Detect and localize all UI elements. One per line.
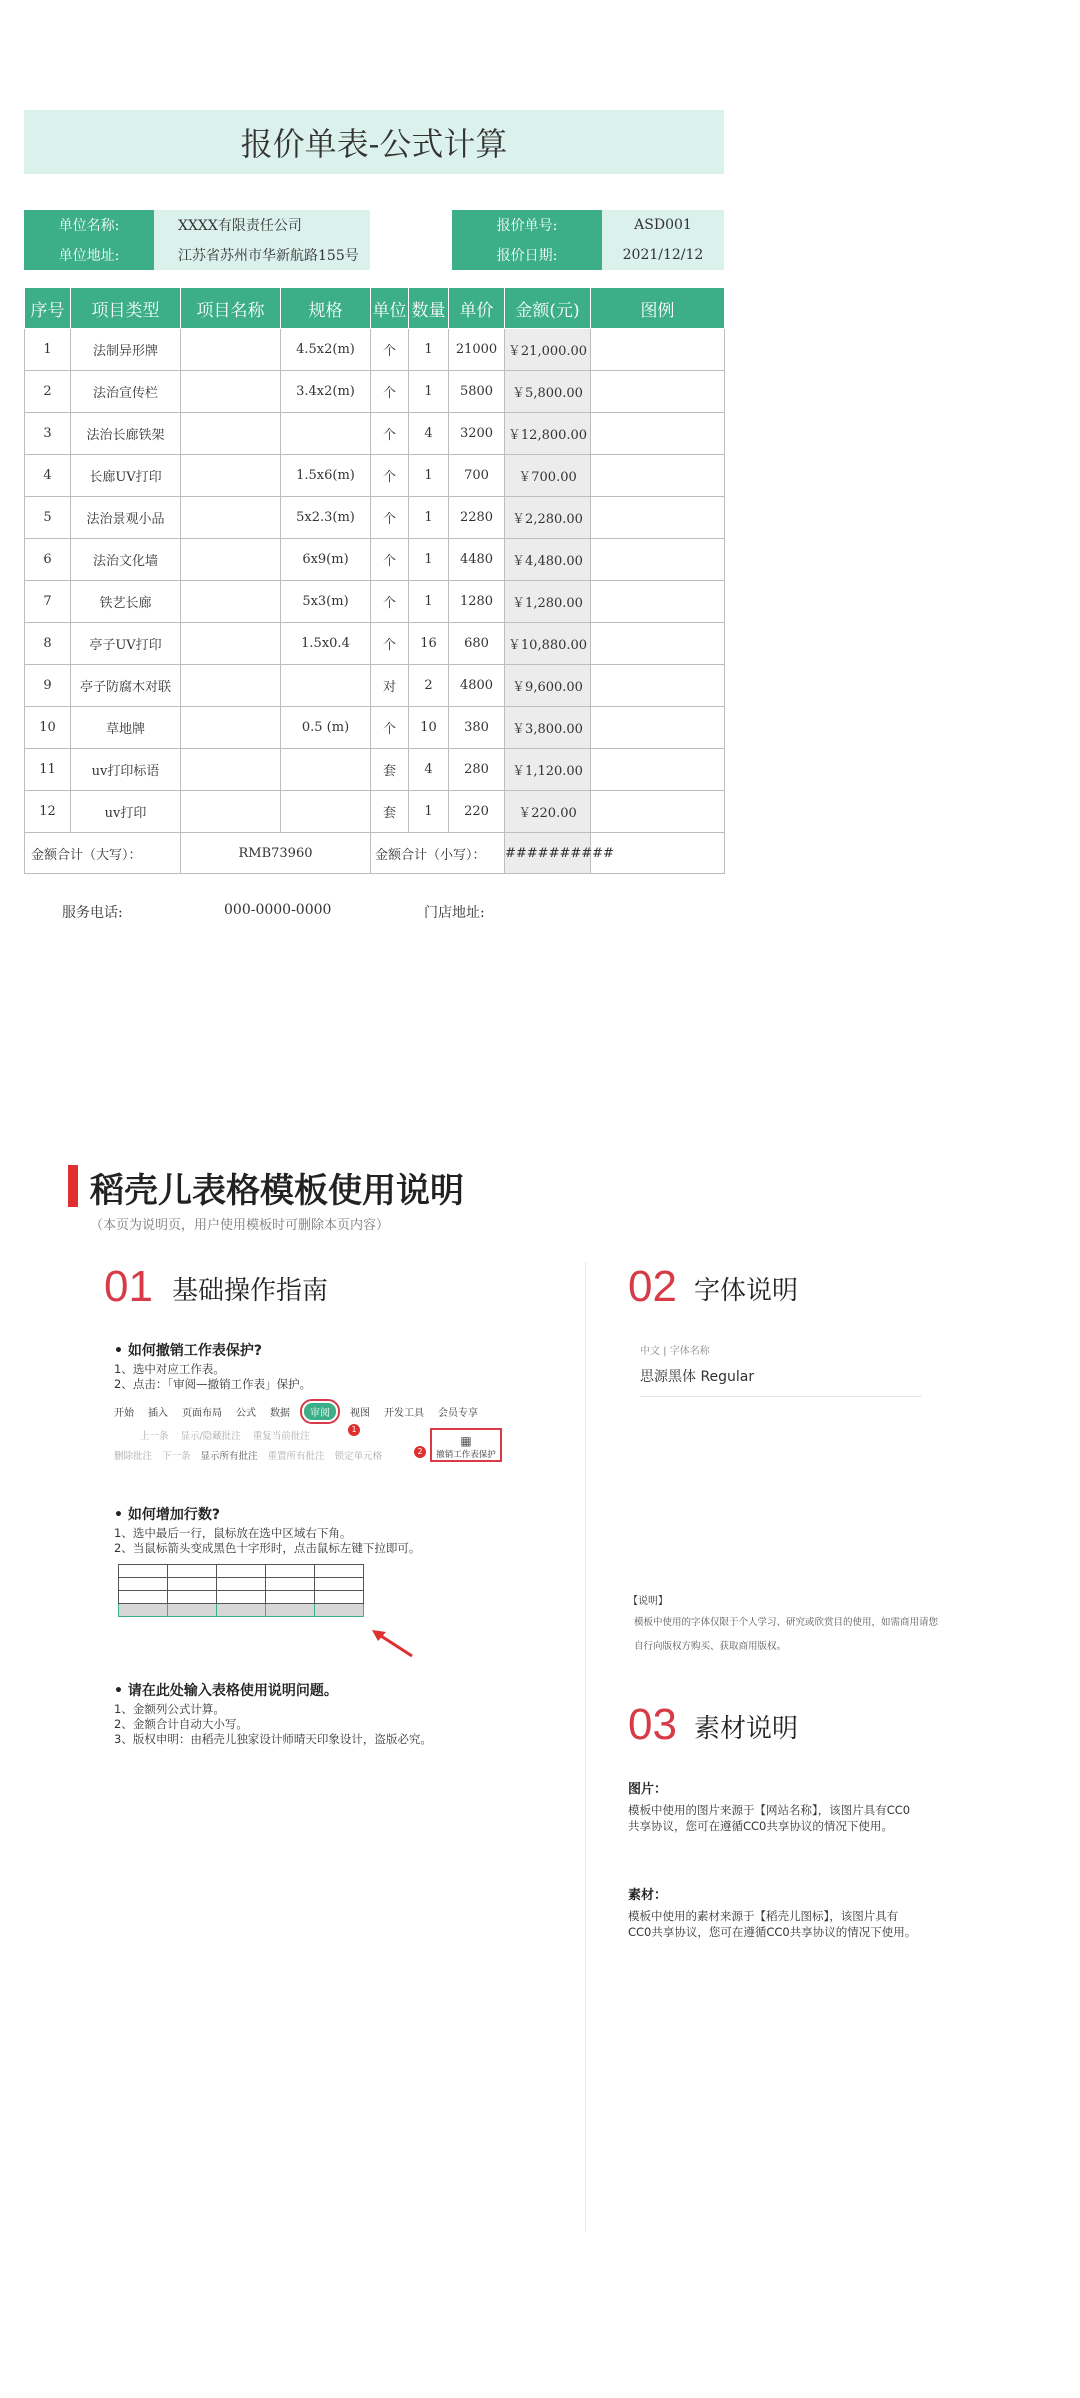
cell-unit[interactable]: 对 [371, 665, 409, 707]
question-2: • 如何增加行数? [114, 1507, 220, 1523]
cell-qty[interactable]: 1 [409, 371, 449, 413]
note-line-1: 模板中使用的字体仅限于个人学习、研究或欣赏目的使用，如需商用请您 [634, 1617, 939, 1628]
guide-subtitle: （本页为说明页，用户使用模板时可删除本页内容） [90, 1218, 390, 1233]
question-3-steps [114, 1702, 432, 1747]
q3-step-1: 1、金额列公式计算。 [114, 1702, 225, 1716]
section-02-title: 字体说明 [694, 1276, 799, 1306]
cell-price[interactable]: 220 [449, 791, 505, 833]
cell-unit[interactable]: 个 [371, 413, 409, 455]
image-label: 图片： [628, 1782, 668, 1797]
question-3: • 请在此处输入表格使用说明问题。 [114, 1683, 338, 1699]
cell-unit[interactable]: 套 [371, 749, 409, 791]
cell-unit[interactable]: 个 [371, 371, 409, 413]
material-label: 素材： [628, 1888, 668, 1903]
header-unit: 单位 [371, 288, 409, 329]
quote-table [24, 287, 725, 874]
ribbon-tab-review[interactable]: 审阅 [304, 1403, 336, 1420]
cell-unit[interactable]: 套 [371, 791, 409, 833]
section-01-number: 01 [104, 1262, 153, 1311]
cell-amount[interactable]: ￥12,800.00 [505, 413, 591, 455]
cell-no[interactable]: 8 [25, 623, 71, 665]
prev-comment-button[interactable]: 上一条 [140, 1431, 169, 1442]
ribbon-tabs [114, 1402, 524, 1420]
note-line-2: 自行向版权方购买、获取商用版权。 [634, 1641, 787, 1652]
table-row [25, 623, 725, 665]
material-line-1: 模板中使用的素材来源于【稻壳儿图标】，该图片具有 [628, 1909, 899, 1923]
header-spec: 规格 [281, 288, 371, 329]
column-divider [585, 1262, 586, 2232]
cell-no[interactable]: 5 [25, 497, 71, 539]
cell-spec[interactable]: 1.5x6(m) [281, 455, 371, 497]
cell-amount[interactable]: ￥9,600.00 [505, 665, 591, 707]
q1-step-2: 2、点击：「审阅—撤销工作表」保护。 [114, 1377, 312, 1391]
unprotect-sheet-button[interactable] [430, 1428, 502, 1462]
ribbon-tab-layout[interactable]: 页面布局 [182, 1407, 222, 1419]
sheet-title: 报价单表-公式计算 [24, 110, 724, 174]
image-line-1: 模板中使用的图片来源于【网站名称】，该图片具有CC0 [628, 1803, 911, 1817]
cell-name[interactable] [181, 329, 281, 371]
company-label: 单位名称: [24, 210, 154, 240]
cell-unit[interactable]: 个 [371, 497, 409, 539]
question-1-steps [114, 1362, 311, 1392]
cell-price[interactable]: 680 [449, 623, 505, 665]
q3-step-2: 2、金额合计自动大小写。 [114, 1717, 248, 1731]
cell-picture[interactable] [591, 623, 725, 665]
cell-picture[interactable] [591, 455, 725, 497]
font-name: 思源黑体 Regular [640, 1369, 755, 1385]
table-row [25, 707, 725, 749]
ribbon-tab-start[interactable]: 开始 [114, 1407, 134, 1419]
phone-value[interactable]: 000-0000-0000 [224, 902, 332, 918]
table-row [25, 749, 725, 791]
cell-type[interactable]: uv打印标语 [71, 749, 181, 791]
repeat-comment-button[interactable]: 重复当前批注 [252, 1431, 310, 1442]
font-caption: 中文 | 字体名称 [640, 1346, 710, 1357]
cell-type[interactable]: 草地牌 [71, 707, 181, 749]
cell-spec[interactable]: 3.4x2(m) [281, 371, 371, 413]
cell-qty[interactable]: 2 [409, 665, 449, 707]
table-row [25, 539, 725, 581]
table-header-row [25, 288, 725, 329]
ribbon-tab-member[interactable]: 会员专享 [438, 1407, 478, 1419]
cell-type[interactable]: 法治景观小品 [71, 497, 181, 539]
cell-picture[interactable] [591, 413, 725, 455]
cell-unit[interactable]: 个 [371, 455, 409, 497]
cell-no[interactable]: 12 [25, 791, 71, 833]
cell-picture[interactable] [591, 749, 725, 791]
quote-date-value[interactable]: 2021/12/12 [602, 240, 724, 270]
cell-qty[interactable]: 1 [409, 329, 449, 371]
q2-step-2: 2、当鼠标箭头变成黑色十字形时，点击鼠标左键下拉即可。 [114, 1541, 421, 1555]
section-01-title: 基础操作指南 [172, 1276, 329, 1306]
cell-name[interactable] [181, 581, 281, 623]
cell-qty[interactable]: 1 [409, 581, 449, 623]
cell-type[interactable]: 铁艺长廊 [71, 581, 181, 623]
cell-unit[interactable]: 个 [371, 707, 409, 749]
drag-arrow-icon [368, 1626, 418, 1660]
ribbon-tab-data[interactable]: 数据 [270, 1407, 290, 1419]
lock-cell-button[interactable]: 锁定单元格 [334, 1451, 383, 1462]
cell-name[interactable] [181, 749, 281, 791]
cell-picture[interactable] [591, 371, 725, 413]
guide-title: 稻壳儿表格模板使用说明 [90, 1171, 464, 1211]
cell-type[interactable]: 法治文化墙 [71, 539, 181, 581]
cell-spec[interactable] [281, 665, 371, 707]
total-upper-label: 金额合计（大写）： [25, 833, 181, 874]
cell-spec[interactable] [281, 791, 371, 833]
cell-price[interactable]: 5800 [449, 371, 505, 413]
table-row [25, 497, 725, 539]
cell-price[interactable]: 3200 [449, 413, 505, 455]
table-row [25, 413, 725, 455]
cell-name[interactable] [181, 539, 281, 581]
cell-price[interactable]: 4800 [449, 665, 505, 707]
cell-unit[interactable]: 个 [371, 329, 409, 371]
show-all-comments-button[interactable]: 显示所有批注 [200, 1451, 258, 1462]
cell-spec[interactable] [281, 749, 371, 791]
mini-grid-illustration [118, 1564, 364, 1617]
header-type: 项目类型 [71, 288, 181, 329]
cell-no[interactable]: 4 [25, 455, 71, 497]
address-value[interactable]: 江苏省苏州市华新航路155号 [154, 240, 370, 270]
cell-price[interactable]: 280 [449, 749, 505, 791]
cell-qty[interactable]: 16 [409, 623, 449, 665]
header-amount: 金额(元) [505, 288, 591, 329]
cell-amount[interactable]: ￥10,880.00 [505, 623, 591, 665]
next-comment-button[interactable]: 下一条 [162, 1451, 191, 1462]
header-picture: 图例 [591, 288, 725, 329]
cell-amount[interactable]: ￥21,000.00 [505, 329, 591, 371]
cell-picture[interactable] [591, 539, 725, 581]
table-row [25, 665, 725, 707]
cell-picture[interactable] [591, 329, 725, 371]
header-qty: 数量 [409, 288, 449, 329]
image-text [628, 1802, 910, 1834]
cell-spec[interactable]: 0.5 (m) [281, 707, 371, 749]
reset-comments-button[interactable]: 重置所有批注 [267, 1451, 325, 1462]
cell-price[interactable]: 2280 [449, 497, 505, 539]
header-name: 项目名称 [181, 288, 281, 329]
total-lower-label: 金额合计（小写）： [371, 833, 505, 874]
delete-comment-button[interactable]: 删除批注 [114, 1451, 153, 1462]
cell-price[interactable]: 21000 [449, 329, 505, 371]
unprotect-sheet-label: 撤销工作表保护 [436, 1450, 496, 1460]
cell-type[interactable]: 长廊UV打印 [71, 455, 181, 497]
ribbon-tab-insert[interactable]: 插入 [148, 1407, 168, 1419]
q1-step-1: 1、选中对应工作表。 [114, 1362, 225, 1376]
quote-no-value[interactable]: ASD001 [602, 210, 724, 240]
cell-type[interactable]: 法制异形牌 [71, 329, 181, 371]
cell-no[interactable]: 6 [25, 539, 71, 581]
address-label: 单位地址: [24, 240, 154, 270]
cell-name[interactable] [181, 707, 281, 749]
quote-no-label: 报价单号: [452, 210, 602, 240]
cell-type[interactable]: 法治宣传栏 [71, 371, 181, 413]
material-line-2: CC0共享协议，您可在遵循CC0共享协议的情况下使用。 [628, 1925, 917, 1939]
cell-qty[interactable]: 1 [409, 497, 449, 539]
cell-name[interactable] [181, 455, 281, 497]
cell-unit[interactable]: 个 [371, 623, 409, 665]
table-row [25, 581, 725, 623]
cell-name[interactable] [181, 623, 281, 665]
store-label: 门店地址: [424, 905, 485, 921]
cell-qty[interactable]: 1 [409, 455, 449, 497]
cell-spec[interactable]: 5x3(m) [281, 581, 371, 623]
font-divider [640, 1396, 922, 1397]
cell-picture[interactable] [591, 497, 725, 539]
cell-price[interactable]: 4480 [449, 539, 505, 581]
cell-price[interactable]: 1280 [449, 581, 505, 623]
cell-unit[interactable]: 个 [371, 581, 409, 623]
ribbon-tab-formula[interactable]: 公式 [236, 1407, 256, 1419]
cell-amount[interactable]: ￥1,280.00 [505, 581, 591, 623]
step-badge-1: 1 [348, 1424, 360, 1436]
cell-spec[interactable]: 6x9(m) [281, 539, 371, 581]
note-label: 【说明】 [628, 1596, 668, 1607]
cell-type[interactable]: 亭子防腐木对联 [71, 665, 181, 707]
company-value[interactable]: XXXX有限责任公司 [154, 210, 370, 240]
cell-picture[interactable] [591, 791, 725, 833]
title-accent-bar [68, 1165, 78, 1207]
cell-spec[interactable]: 1.5x0.4 [281, 623, 371, 665]
sheet-grid-icon: ▦ [460, 1434, 472, 1448]
ribbon-tab-view[interactable]: 视图 [350, 1407, 370, 1419]
cell-qty[interactable]: 4 [409, 749, 449, 791]
cell-unit[interactable]: 个 [371, 539, 409, 581]
cell-qty[interactable]: 10 [409, 707, 449, 749]
cell-amount[interactable]: ￥1,120.00 [505, 749, 591, 791]
question-1: • 如何撤销工作表保护? [114, 1343, 262, 1359]
section-03-number: 03 [628, 1700, 677, 1749]
cell-name[interactable] [181, 413, 281, 455]
image-line-2: 共享协议，您可在遵循CC0共享协议的情况下使用。 [628, 1819, 893, 1833]
cell-no[interactable]: 9 [25, 665, 71, 707]
cell-name[interactable] [181, 371, 281, 413]
cell-price[interactable]: 380 [449, 707, 505, 749]
cell-picture[interactable] [591, 665, 725, 707]
cell-qty[interactable]: 1 [409, 539, 449, 581]
header-no: 序号 [25, 288, 71, 329]
question-2-steps [114, 1526, 420, 1556]
cell-no[interactable]: 2 [25, 371, 71, 413]
total-row [25, 833, 725, 874]
toggle-comment-button[interactable]: 显示/隐藏批注 [180, 1431, 241, 1442]
cell-amount[interactable]: ￥2,280.00 [505, 497, 591, 539]
cell-name[interactable] [181, 497, 281, 539]
cell-spec[interactable]: 4.5x2(m) [281, 329, 371, 371]
cell-no[interactable]: 10 [25, 707, 71, 749]
cell-amount[interactable]: ￥5,800.00 [505, 371, 591, 413]
table-row [25, 455, 725, 497]
total-lower-value[interactable]: ########## [505, 833, 591, 874]
cell-amount[interactable]: ￥700.00 [505, 455, 591, 497]
cell-picture[interactable] [591, 581, 725, 623]
ribbon-screenshot [114, 1402, 524, 1464]
table-row [25, 791, 725, 833]
section-03-title: 素材说明 [694, 1714, 799, 1744]
quote-date-label: 报价日期: [452, 240, 602, 270]
table-row [25, 329, 725, 371]
table-row [25, 371, 725, 413]
cell-qty[interactable]: 1 [409, 791, 449, 833]
cell-name[interactable] [181, 665, 281, 707]
q3-step-3: 3、版权申明：由稻壳儿独家设计师晴天印象设计，盗版必究。 [114, 1732, 432, 1746]
cell-no[interactable]: 3 [25, 413, 71, 455]
cell-picture[interactable] [591, 707, 725, 749]
cell-no[interactable]: 7 [25, 581, 71, 623]
total-upper-value[interactable]: RMB73960 [181, 833, 371, 874]
cell-amount[interactable]: ￥3,800.00 [505, 707, 591, 749]
cell-spec[interactable] [281, 413, 371, 455]
cell-type[interactable]: 法治长廊铁架 [71, 413, 181, 455]
q2-step-1: 1、选中最后一行，鼠标放在选中区域右下角。 [114, 1526, 352, 1540]
ribbon-tab-developer[interactable]: 开发工具 [384, 1407, 424, 1419]
phone-label: 服务电话: [62, 905, 123, 921]
cell-name[interactable] [181, 791, 281, 833]
cell-amount[interactable]: ￥220.00 [505, 791, 591, 833]
section-02-number: 02 [628, 1262, 677, 1311]
step-badge-2: 2 [414, 1446, 426, 1458]
cell-amount[interactable]: ￥4,480.00 [505, 539, 591, 581]
material-text [628, 1908, 916, 1940]
cell-price[interactable]: 700 [449, 455, 505, 497]
cell-qty[interactable]: 4 [409, 413, 449, 455]
cell-no[interactable]: 1 [25, 329, 71, 371]
header-price: 单价 [449, 288, 505, 329]
cell-spec[interactable]: 5x2.3(m) [281, 497, 371, 539]
cell-no[interactable]: 11 [25, 749, 71, 791]
cell-type[interactable]: 亭子UV打印 [71, 623, 181, 665]
cell-type[interactable]: uv打印 [71, 791, 181, 833]
